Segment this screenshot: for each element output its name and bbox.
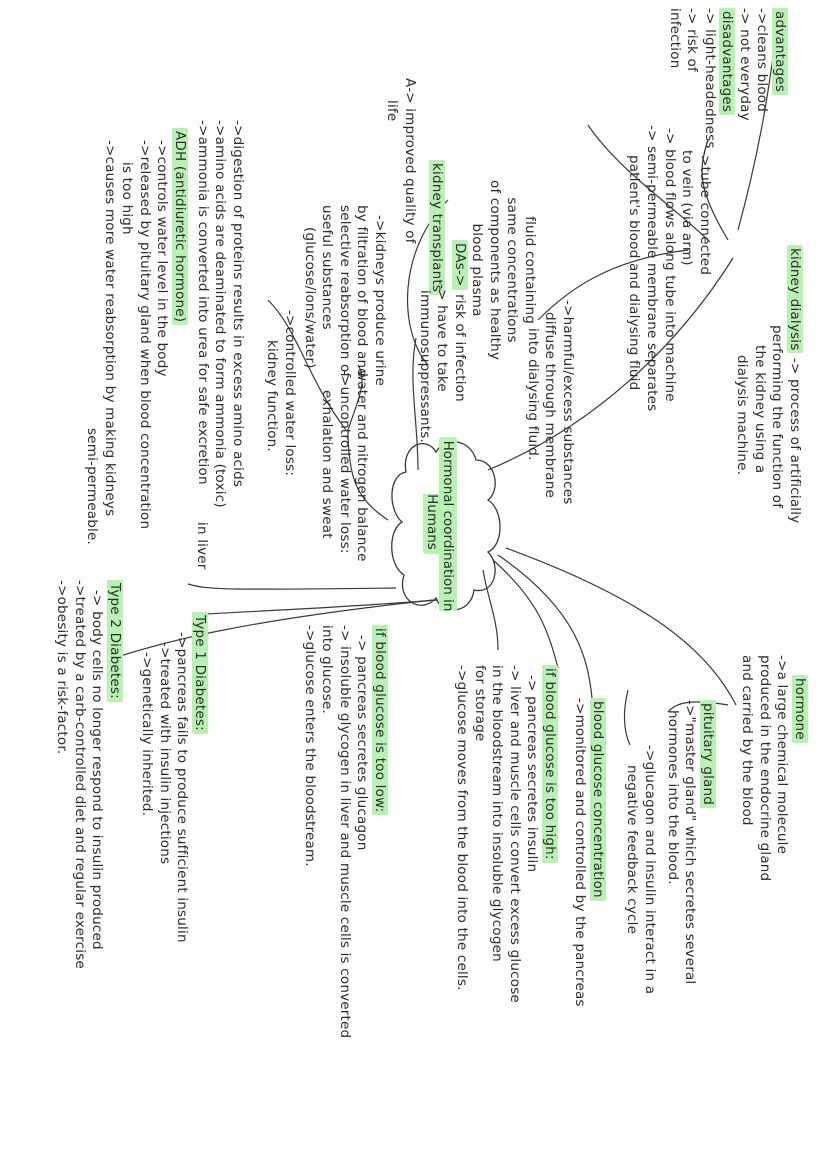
hormone-line-3: and carried by the blood [739, 655, 756, 826]
dialysis-def-line-2: performing the function of [769, 325, 786, 509]
urine-line-4: useful substances [319, 205, 336, 330]
hormone-block [738, 655, 808, 881]
dialysis-tube-block [678, 150, 713, 275]
feedback-line-1: ->glucagon and insulin interact in a [642, 745, 658, 995]
water-nitrogen-heading: water and nitrogen balance [354, 370, 370, 562]
kidney-transplants-heading: kidney transplants [429, 160, 445, 295]
in-liver-note [193, 522, 211, 570]
type1-line-1: ->pancreas fails to produce sufficient insulin [174, 632, 191, 943]
adh-line-2: ->released by pituitary gland when blood concentration [137, 140, 153, 530]
urine-line-1: ->kidneys produce urine [372, 215, 388, 387]
membrane-line-1: -> semi-permeable membrane separates [644, 125, 660, 412]
glucose-high-line-1: -> pancreas secretes insulin [524, 675, 541, 873]
dialysis-disadvantage-2: -> risk of [684, 8, 701, 72]
type2-line-1: -> body cells no longer respond to insulin produced [89, 590, 106, 950]
type2-line-2: ->treated by a carb-controlled diet and regular exercise [72, 580, 88, 969]
feedback-line-2: negative feedback cycle [624, 765, 641, 935]
glucose-low-line-1: -> pancreas secretes glucagon [354, 635, 371, 851]
uncontrolled-line-1: ->uncontrolled water loss: [337, 370, 353, 554]
blood-glucose-monitored: ->monitored and controlled by the pancreas [572, 698, 589, 1007]
transplant-disadvantage-3: immunosuppressants. [417, 290, 433, 444]
hormone-heading: hormone [792, 675, 808, 743]
fluid-line-4: blood plasma [469, 223, 486, 317]
central-topic-title: Hormonal coordination in Humans [423, 437, 457, 612]
adh-line-1: ->controls water level in the body [154, 140, 171, 377]
digestion-block [194, 120, 247, 508]
glucose-high-line-4: for storage [472, 665, 488, 742]
tube-line-2: to vein (via arm) [679, 150, 696, 266]
dialysis-fluid-block [468, 180, 538, 360]
glucose-high-line-2: -> liver and muscle cells convert excess glucose [507, 665, 523, 1003]
adh-line-5: semi-permeable. [84, 428, 101, 545]
blood-flow-line: -> blood flows along tube into machine [662, 128, 678, 402]
uncontrolled-line-2: exhalation and sweat [319, 390, 336, 539]
urine-line-5: (glucose/ions/water) [302, 227, 318, 369]
digestion-line-2: ->amino acids are deaminated to form ammonia (toxic) [212, 120, 229, 508]
blood-glucose-heading: blood glucose concentration [590, 698, 606, 901]
transplant-benefit-block [383, 78, 418, 244]
water-nitrogen-block [353, 370, 371, 562]
transplant-benefit-line-1: A-> improved quality of [402, 78, 418, 244]
transplant-benefit-line-2: life [384, 100, 401, 122]
dialysis-blood-flow-block [661, 128, 679, 402]
fluid-line-1: fluid containing [522, 216, 538, 324]
membrane-line-2: patient's blood and dialysing fluid [626, 155, 643, 391]
dialysis-def-line-1: -> process of artificially [787, 357, 803, 524]
dialysis-def-line-3: the kidney using a [752, 345, 768, 474]
glucose-low-line-2: -> insoluble glycogen in liver and muscle cells is converted [337, 625, 353, 1039]
pituitary-heading: pituitary gland [700, 700, 716, 808]
link-center-digestion [188, 584, 396, 589]
transplant-disadvantage-2: -> have to take [434, 284, 451, 392]
hormone-line-1: ->a large chemical molecule [774, 655, 791, 855]
controlled-line-2: kidney function. [264, 340, 281, 452]
glucose-high-heading: if blood glucose is too high: [542, 665, 558, 863]
glucose-low-line-3: into glucose. [319, 625, 336, 714]
adh-block [83, 128, 188, 545]
harmful-line-2: diffuse through membrane [542, 312, 559, 499]
tube-line-1: ->tube connected [697, 150, 713, 276]
harmful-line-3: into dialysing fluid. [525, 328, 541, 461]
dialysis-membrane-block [625, 125, 660, 411]
type2-diabetes-block [53, 580, 123, 969]
pituitary-block [664, 700, 717, 984]
controlled-water-block [263, 310, 298, 476]
glucose-low-heading: if blood glucose is too low: [372, 625, 388, 815]
urine-line-3: selective reabsorption of [337, 205, 353, 378]
pituitary-line-2: hormones into the blood. [665, 710, 681, 885]
type2-heading: Type 2 Diabetes: [107, 580, 123, 702]
digestion-line-3: ->ammonia is converted into urea for safe excretion [195, 120, 211, 485]
in-liver-label: in liver [194, 522, 210, 570]
digestion-line-1: ->digestion of proteins results in excess amino acids [230, 120, 246, 488]
adh-heading: ADH (antidiuretic hormone) [172, 128, 188, 325]
link-pituitary-feedback [624, 690, 630, 745]
glucose-high-line-5: ->glucose moves from the blood into the cells. [454, 665, 471, 991]
dialysis-disadvantage-3: infection [667, 8, 683, 69]
kidney-urine-block [301, 205, 389, 386]
uncontrolled-water-block [318, 370, 353, 554]
pituitary-line-1: ->"master gland" which secretes several [682, 700, 699, 985]
kidney-dialysis-heading: kidney dialysis [787, 245, 803, 353]
blood-glucose-block [571, 698, 606, 1007]
harmful-line-1: ->harmful/excess substances [560, 300, 576, 505]
glucose-high-block [453, 665, 558, 1003]
central-topic [388, 430, 506, 618]
glucose-high-line-3: in the bloodstream into insoluble glycogen [489, 665, 506, 962]
central-topic-label [424, 430, 456, 618]
type2-line-3: ->obesity is a risk-factor. [54, 580, 71, 755]
fluid-line-2: same concentrations [504, 197, 521, 343]
feedback-block [623, 745, 658, 994]
glucose-low-block [301, 625, 389, 1038]
controlled-line-1: ->controlled water loss: [282, 310, 298, 477]
advantage-2: -> not everyday [737, 8, 753, 121]
dialysis-disadvantages-label: disadvantages [720, 8, 736, 115]
dialysis-def-line-4: dialysis machine. [734, 355, 751, 476]
type1-heading: Type 1 Diabetes: [192, 612, 208, 734]
type1-line-2: ->treated with insulin injections [157, 642, 173, 865]
adh-line-3: is too high [119, 162, 136, 235]
dialysis-disadvantage-1: -> light-headedness [702, 8, 718, 149]
urine-line-2: by filtration of blood and [354, 205, 371, 377]
transplant-disadvantages-label: DAs-> [452, 240, 468, 290]
transplant-disadvantages-block [416, 240, 469, 443]
transplant-disadvantage-1: risk of infection [452, 294, 468, 402]
glucose-low-line-4: ->glucose enters the bloodstream. [302, 625, 318, 867]
adh-line-4: ->causes more water reabsorption by making kidneys [102, 140, 118, 517]
hormone-line-2: produced in the endocrine gland [757, 655, 773, 882]
type1-line-3: ->genetically inherited. [139, 652, 156, 817]
advantages-label: advantages [772, 8, 788, 95]
type1-diabetes-block [138, 612, 208, 943]
dialysis-advantages-block [666, 8, 789, 149]
kidney-dialysis-block [733, 245, 803, 523]
advantage-1: ->cleans blood [754, 8, 771, 113]
fluid-line-3: of components as healthy [487, 180, 503, 361]
